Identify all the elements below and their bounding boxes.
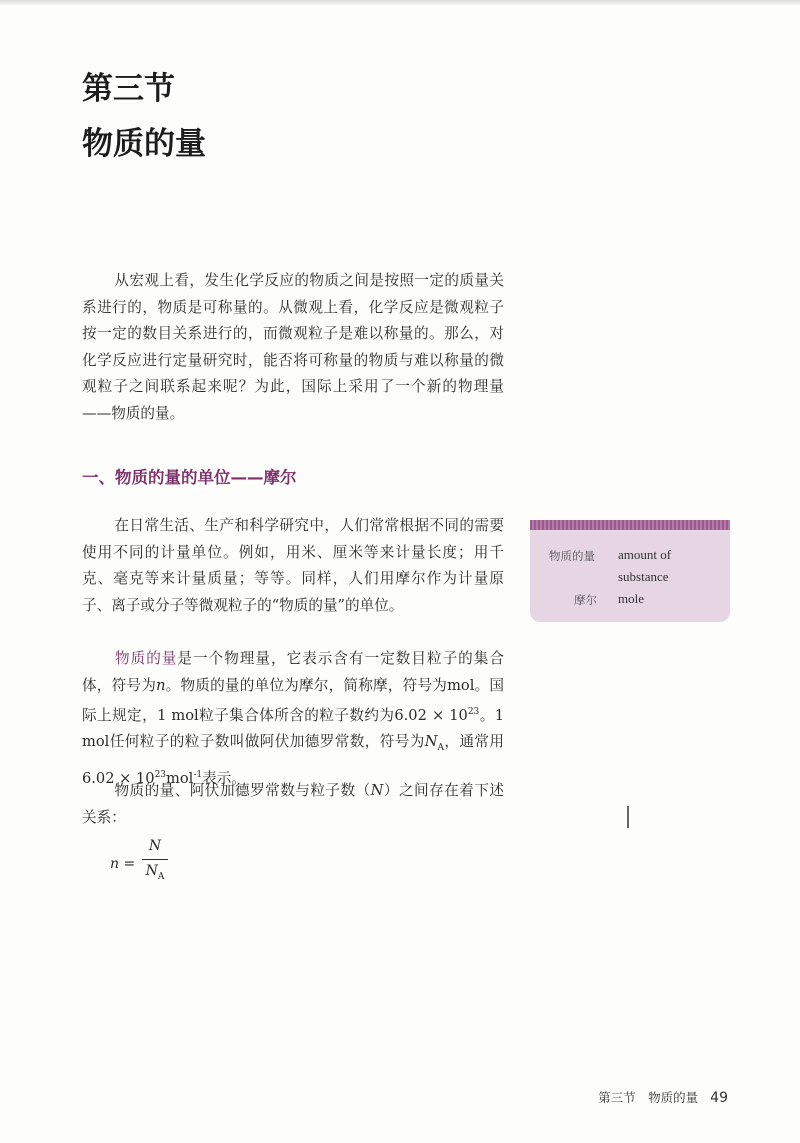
- paragraph-2-text-d: ，通常用6.02 × 10: [82, 733, 504, 787]
- glossary-term-zh: 物质的量: [549, 549, 595, 563]
- glossary-term-en: mole: [618, 591, 644, 606]
- glossary-term-zh: 摩尔: [574, 593, 597, 607]
- glossary-term-en: amount of: [618, 547, 672, 562]
- glossary-term-en: substance: [618, 569, 669, 584]
- formula-lhs: n =: [110, 856, 136, 872]
- paragraph-3-text-b: ）之间存在着下述关系：: [82, 782, 504, 826]
- chapter-title: [82, 62, 206, 172]
- glossary-box: [530, 520, 730, 622]
- symbol-n: n: [156, 676, 166, 694]
- section-heading: 一、物质的量的单位——摩尔: [82, 468, 297, 487]
- exponent-3: -1: [193, 769, 203, 780]
- page-number: 49: [710, 1090, 728, 1106]
- section-paragraph-3: [82, 778, 504, 831]
- chapter-number: 第三节: [82, 71, 175, 107]
- paragraph-2-text-c: 。1 mol任何粒子的粒子数叫做阿伏加德罗常数，符号为: [82, 706, 504, 751]
- denominator-symbol: N: [145, 863, 158, 879]
- symbol-NA-subscript: A: [437, 743, 444, 754]
- formula-numerator: N: [148, 838, 162, 854]
- key-term: 物质的量: [114, 650, 178, 667]
- exponent-2: 23: [154, 769, 167, 780]
- section-paragraph-2: [82, 646, 504, 792]
- intro-paragraph: [82, 268, 504, 427]
- intro-text: 从宏观上看，发生化学反应的物质之间是按照一定的质量关系进行的，物质是可称量的。从微观上看，化学反应是微观粒子按一定的数目关系进行的，而微观粒子是难以称量的。那么，对化学反应进行定量研究时，能否将可称量的物质与难以称量的微观粒子之间联系起来呢？为此，国际上采用了一个新的物理量——物质的量。: [82, 272, 504, 422]
- page-footer: [598, 1088, 728, 1106]
- page-edge-shadow: [0, 0, 800, 6]
- unit-mol: mol: [166, 769, 194, 787]
- fraction-bar: [142, 859, 168, 860]
- margin-mark: [627, 806, 629, 828]
- paragraph-2-text-e: 表示。: [202, 769, 246, 787]
- glossary-box-stripe: [530, 520, 730, 530]
- paragraph-2-text-a: 是一个物理量，它表示含有一定数目粒子的集合体，符号为: [82, 650, 504, 694]
- formula-fraction: [142, 838, 168, 882]
- symbol-NA: N: [424, 733, 438, 751]
- chapter-name: 物质的量: [82, 126, 206, 162]
- paragraph-2-text-b: 。物质的量的单位为摩尔，简称摩，符号为mol。国际上规定，1 mol粒子集合体所含的粒子数约为6.02 × 10: [82, 676, 504, 724]
- denominator-subscript: A: [157, 871, 165, 882]
- paragraph-3-text-a: 物质的量、阿伏加德罗常数与粒子数（: [114, 782, 371, 799]
- exponent-1: 23: [467, 707, 480, 717]
- paragraph-1-text: 在日常生活、生产和科学研究中，人们常常根据不同的需要使用不同的计量单位。例如，用米、厘米等来计量长度；用千克、毫克等来计量质量；等等。同样，人们用摩尔作为计量原子、离子或分子等微观粒子的“物质的量”的单位。: [82, 517, 504, 614]
- section-paragraph-1: [82, 513, 504, 619]
- formula-denominator: [142, 863, 168, 882]
- footer-section: 第三节 物质的量: [598, 1090, 699, 1105]
- symbol-N: N: [370, 782, 384, 799]
